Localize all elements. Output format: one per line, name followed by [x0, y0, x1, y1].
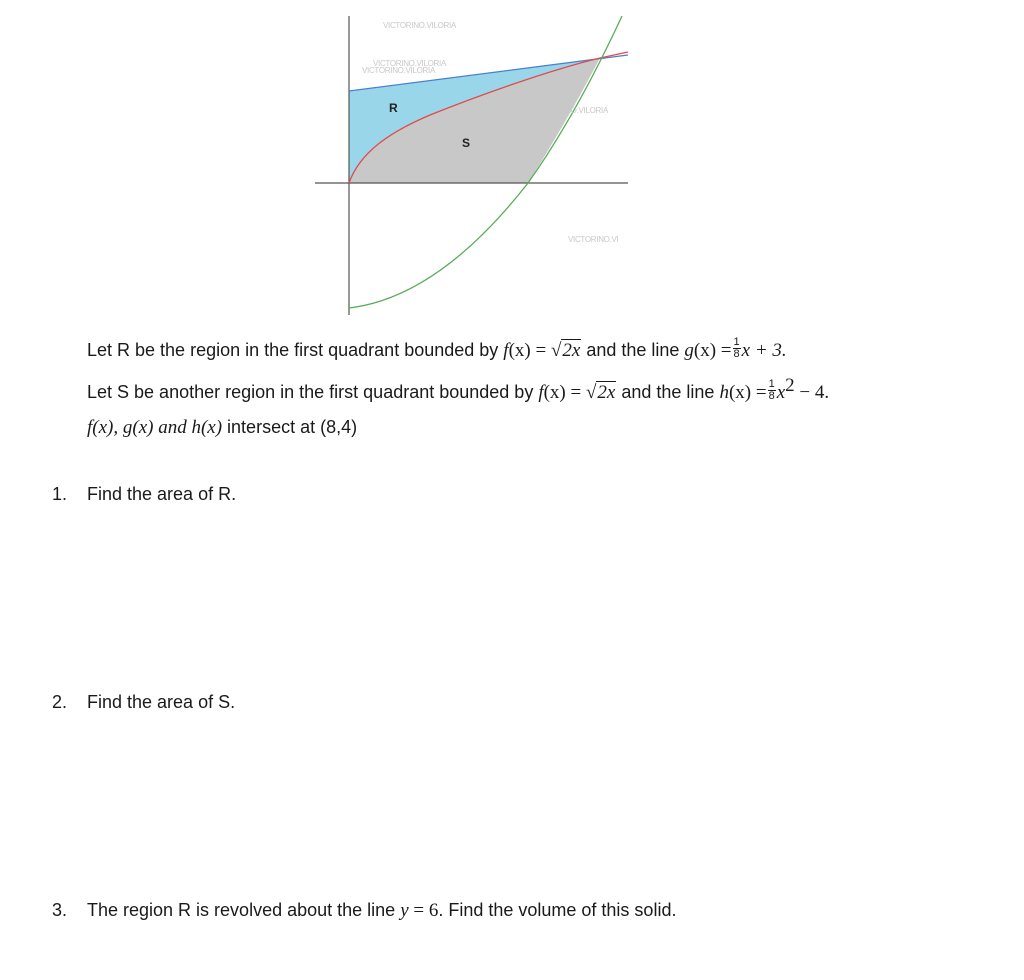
- fraction: [768, 379, 776, 402]
- fraction-denominator: 8: [768, 389, 775, 402]
- g-function-name: g: [684, 340, 694, 361]
- problem-line-2: [87, 368, 1007, 410]
- watermark-1: VICTORINO.VILORIA: [383, 21, 456, 30]
- region-graph: [310, 10, 640, 327]
- question-math-variable: y: [400, 900, 409, 921]
- problem-line-3: [87, 410, 1007, 445]
- h-function-exponent: 2: [785, 375, 795, 396]
- fraction-numerator: 1: [768, 377, 775, 390]
- intersection-text: intersect at (8,4): [222, 417, 358, 437]
- f-function-name: f: [503, 340, 509, 361]
- question-text: Find the area of S.: [87, 692, 236, 712]
- g-function-tail: x + 3.: [741, 340, 787, 361]
- region-r-label: R: [389, 101, 398, 115]
- h-function-name: h: [719, 382, 729, 403]
- watermark-2: VICTORINO.VILORIA: [373, 59, 446, 68]
- graph-svg: [310, 10, 640, 322]
- region-s-label: S: [462, 136, 471, 150]
- f-function-name: f: [538, 382, 544, 403]
- h-function-arg: (x) =: [728, 382, 767, 403]
- h-function-variable: x: [776, 382, 786, 403]
- question-2: [52, 692, 235, 713]
- question-1: [52, 484, 236, 505]
- question-number: 1.: [52, 484, 68, 504]
- f-function-arg: (x) =: [508, 340, 551, 361]
- line2-mid: and the line: [616, 382, 720, 402]
- question-3: [52, 900, 676, 922]
- sqrt-expression: √2x: [585, 382, 616, 403]
- fraction-numerator: 1: [733, 335, 740, 348]
- h-function-tail: − 4.: [794, 382, 830, 403]
- question-text: Find the area of R.: [87, 484, 237, 504]
- fraction-denominator: 8: [733, 347, 740, 360]
- sqrt-expression: √2x: [550, 340, 581, 361]
- question-text-before: The region R is revolved about the line: [87, 900, 401, 920]
- line1-mid: and the line: [581, 340, 685, 360]
- watermark-3: VICTORINO.VILORIA: [362, 66, 435, 75]
- sqrt-argument: 2x: [597, 382, 616, 403]
- watermark-4: VICTORINO.VILORIA: [535, 106, 608, 115]
- fraction: [733, 337, 741, 360]
- line1-intro: Let R be the region in the first quadrant bounded by: [87, 340, 504, 360]
- problem-line-1: [87, 333, 1007, 368]
- g-function-arg: (x) =: [693, 340, 732, 361]
- sqrt-argument: 2x: [562, 340, 581, 361]
- question-number: 3.: [52, 900, 68, 920]
- question-text-after: . Find the volume of this solid.: [438, 900, 677, 920]
- question-number: 2.: [52, 692, 68, 712]
- problem-statement: [87, 333, 1007, 445]
- question-math-rest: = 6: [408, 900, 439, 921]
- f-function-arg: (x) =: [543, 382, 586, 403]
- watermark-5: VICTORINO.VI: [568, 235, 619, 244]
- intersecting-functions: f(x), g(x) and h(x): [87, 417, 223, 438]
- line2-intro: Let S be another region in the first quadrant bounded by: [87, 382, 539, 402]
